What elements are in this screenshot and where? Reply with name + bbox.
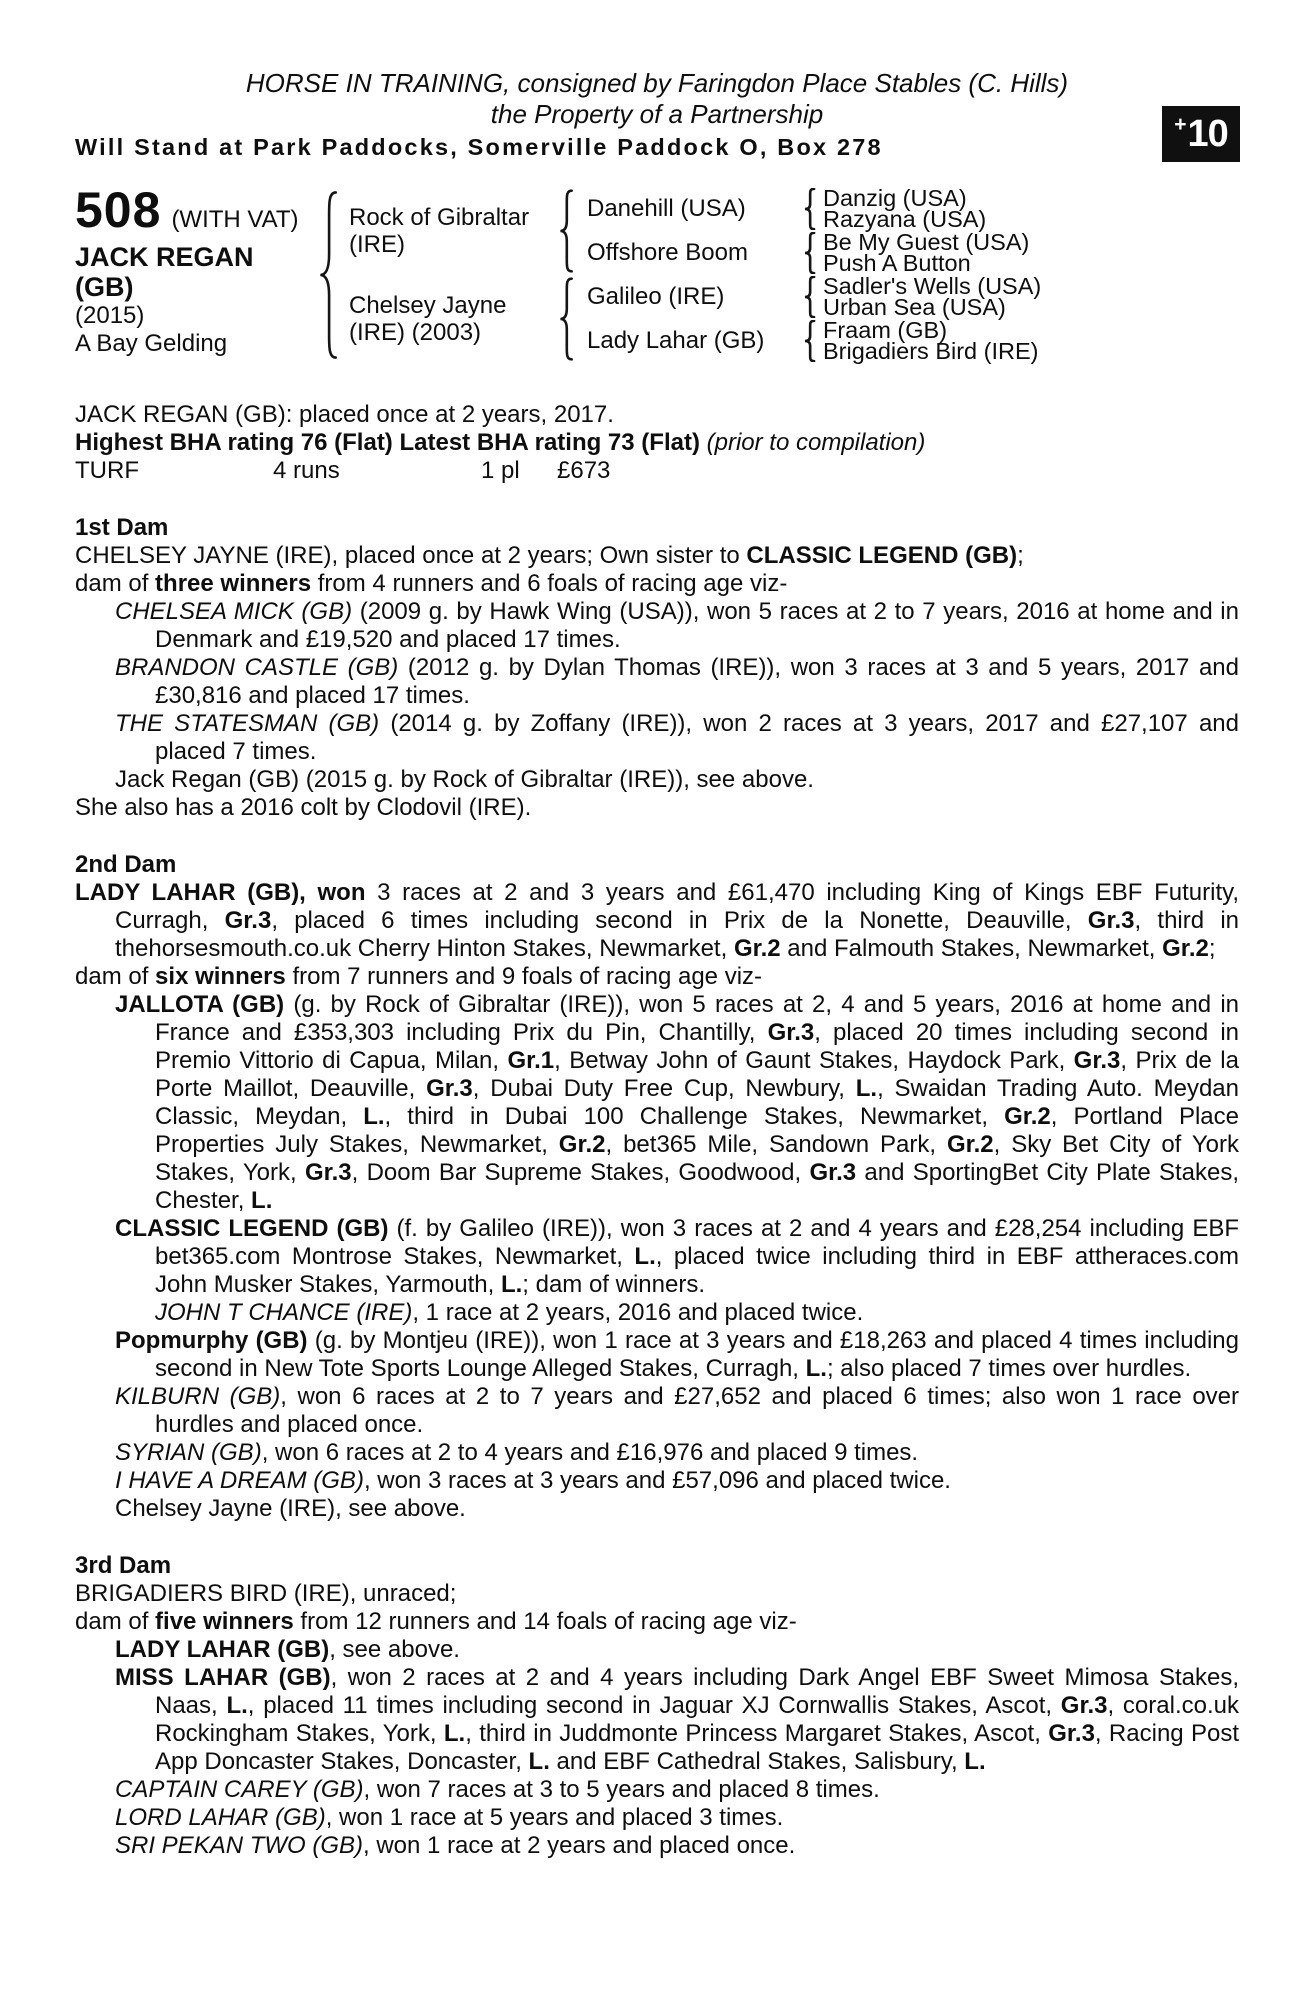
granddam-name: Offshore Boom bbox=[587, 239, 748, 266]
great-grandparent-pair bbox=[803, 184, 1239, 232]
granddam-name: Lady Lahar (GB) bbox=[587, 327, 765, 354]
great-grandparent-name: Danzig (USA) bbox=[823, 184, 967, 211]
sire-name: Rock of Gibraltar (IRE) bbox=[349, 204, 530, 258]
runs-value: 4 runs bbox=[273, 457, 340, 484]
great-grandparent-name: Fraam (GB) bbox=[823, 316, 948, 343]
great-grandparent-pair bbox=[803, 316, 1239, 364]
brace-icon bbox=[803, 232, 816, 274]
progeny-entry: LORD LAHAR (GB), won 1 race at 5 years and placed 3 times. bbox=[115, 1804, 784, 1831]
grandsire-name: Galileo (IRE) bbox=[587, 283, 725, 310]
progeny-entry: CHELSEA MICK (GB) (2009 g. by Hawk Wing (USA)), won 5 races at 2 to 7 years, 2016 at home and in Denmark and £19,520 and placed 17 times. bbox=[115, 598, 1239, 653]
dam-summary: CHELSEY JAYNE (IRE), placed once at 2 years; Own sister to CLASSIC LEGEND (GB); bbox=[75, 542, 1024, 569]
progeny-entry: Popmurphy (GB) (g. by Montjeu (IRE)), won 1 race at 3 years and £18,263 and placed 4 times including second in New Tote Sports Lounge Alleged Stakes, Curragh, L.; also placed 7 times over hurdles. bbox=[115, 1327, 1239, 1382]
horse-description: A Bay Gelding bbox=[75, 330, 228, 357]
consignor-line: HORSE IN TRAINING, consigned by Faringdon Place Stables (C. Hills) bbox=[245, 68, 1069, 98]
great-grandparent-name: Brigadiers Bird (IRE) bbox=[823, 338, 1039, 364]
first-dam-section bbox=[75, 514, 1239, 822]
property-line: the Property of a Partnership bbox=[490, 99, 824, 129]
brace-icon bbox=[558, 277, 574, 361]
vat-label: (WITH VAT) bbox=[171, 206, 299, 233]
rating-note: (prior to compilation) bbox=[706, 429, 926, 456]
brace-icon bbox=[803, 188, 816, 230]
great-grandparent-name: Be My Guest (USA) bbox=[823, 228, 1030, 255]
dam-note: She also has a 2016 colt by Clodovil (IRE). bbox=[75, 794, 532, 821]
pedigree-tree bbox=[315, 184, 1239, 364]
second-dam-section bbox=[75, 851, 1239, 1523]
dam-summary: LADY LAHAR (GB), won 3 races at 2 and 3 years and £61,470 including King of Kings EBF Futurity, Curragh, Gr.3, placed 6 times including second in Prix de la Nonette, Deauville, Gr.3, third in thehorsesmouth.co.uk Cherry Hinton Stakes, Newmarket, Gr.2 and Falmouth Stakes, Newmarket, Gr.2; bbox=[75, 879, 1239, 962]
great-grandparent-name: Razyana (USA) bbox=[823, 206, 987, 232]
badge-number: 10 bbox=[1187, 113, 1228, 155]
great-grandparent-name: Push A Button bbox=[823, 250, 971, 276]
progeny-entry: JALLOTA (GB) (g. by Rock of Gibraltar (IRE)), won 5 races at 2, 4 and 5 years, 2016 at home and in France and £353,303 including Prix du Pin, Chantilly, Gr.3, placed 20 times including second in Premio Vittorio di Capua, Milan, Gr.1, Betway John of Gaunt Stakes, Haydock Park, Gr.3, Prix de la Porte Maillot, Deauville, Gr.3, Dubai Duty Free Cup, Newbury, L., Swaidan Trading Auto. Meydan Classic, Meydan, L., third in Dubai 100 Challenge Stakes, Newmarket, Gr.2, Portland Place Properties July Stakes, Newmarket, Gr.2, bet365 Mile, Sandown Park, Gr.2, Sky Bet City of York Stakes, York, Gr.3, Doom Bar Supreme Stakes, Goodwood, Gr.3 and SportingBet City Plate Stakes, Chester, L. bbox=[115, 991, 1240, 1214]
lot-details bbox=[75, 182, 315, 363]
section-heading: 3rd Dam bbox=[75, 1552, 172, 1579]
dam-summary: BRIGADIERS BIRD (IRE), unraced; bbox=[75, 1580, 457, 1607]
lot-line bbox=[75, 182, 315, 238]
great-grandparent-pair bbox=[803, 228, 1239, 276]
race-record bbox=[75, 401, 1239, 485]
progeny-entry: BRANDON CASTLE (GB) (2012 g. by Dylan Thomas (IRE)), won 3 races at 3 and 5 years, 2017 and £30,816 and placed 17 times. bbox=[115, 654, 1239, 709]
horse-name: JACK REGAN (GB) bbox=[75, 242, 254, 302]
pedigree-block bbox=[75, 182, 1239, 364]
dam-produce-summary: dam of three winners from 4 runners and 6 foals of racing age viz- bbox=[75, 570, 788, 597]
great-grandparent-name: Sadler's Wells (USA) bbox=[823, 272, 1042, 299]
foal-year: (2015) bbox=[75, 302, 145, 329]
dam-name: Chelsey Jayne (IRE) (2003) bbox=[349, 292, 507, 346]
progeny-entry: KILBURN (GB), won 6 races at 2 to 7 years and £27,652 and placed 6 times; also won 1 race over hurdles and placed once. bbox=[115, 1383, 1240, 1438]
dam-produce-summary: dam of six winners from 7 runners and 9 foals of racing age viz- bbox=[75, 963, 763, 990]
earnings-value: £673 bbox=[557, 457, 611, 484]
lot-number: 508 bbox=[75, 182, 162, 238]
race-summary: JACK REGAN (GB): placed once at 2 years, 2017. bbox=[75, 401, 614, 428]
brace-icon bbox=[558, 189, 574, 273]
progeny-entry: SYRIAN (GB), won 6 races at 2 to 4 years and £16,976 and placed 9 times. bbox=[115, 1439, 919, 1466]
progeny-entry: Jack Regan (GB) (2015 g. by Rock of Gibraltar (IRE)), see above. bbox=[115, 766, 814, 793]
brace-icon bbox=[317, 189, 339, 361]
progeny-entry: LADY LAHAR (GB), see above. bbox=[115, 1636, 460, 1663]
bha-rating-line bbox=[75, 429, 1239, 457]
brace-icon bbox=[803, 320, 816, 362]
placed-value: 1 pl bbox=[481, 457, 520, 484]
progeny-sub-entry: JOHN T CHANCE (IRE), 1 race at 2 years, 2016 and placed twice. bbox=[155, 1299, 864, 1326]
dam-produce-summary: dam of five winners from 12 runners and 14 foals of racing age viz- bbox=[75, 1608, 797, 1635]
progeny-entry: Chelsey Jayne (IRE), see above. bbox=[115, 1495, 466, 1522]
progeny-entry: THE STATESMAN (GB) (2014 g. by Zoffany (IRE)), won 2 races at 3 years, 2017 and £27,107 and placed 7 times. bbox=[115, 710, 1239, 765]
great-grandparent-name: Urban Sea (USA) bbox=[823, 294, 1006, 320]
progeny-entry: SRI PEKAN TWO (GB), won 1 race at 2 years and placed once. bbox=[115, 1832, 796, 1859]
progeny-entry: MISS LAHAR (GB), won 2 races at 2 and 4 years including Dark Angel EBF Sweet Mimosa Stakes, Naas, L., placed 11 times including second in Jaguar XJ Cornwallis Stakes, Ascot, Gr.3, coral.co.uk Rockingham Stakes, York, L., third in Juddmonte Princess Margaret Stakes, Ascot, Gr.3, Racing Post App Doncaster Stakes, Doncaster, L. and EBF Cathedral Stakes, Salisbury, L. bbox=[115, 1664, 1240, 1775]
third-dam-section bbox=[75, 1552, 1239, 1860]
stand-location-line: Will Stand at Park Paddocks, Somerville Paddock O, Box 278 bbox=[75, 134, 883, 160]
surface-label: TURF bbox=[75, 457, 139, 484]
brace-icon bbox=[803, 276, 816, 318]
section-heading: 1st Dam bbox=[75, 514, 169, 541]
great-grandparent-pair bbox=[803, 272, 1239, 320]
progeny-entry: CAPTAIN CAREY (GB), won 7 races at 3 to 5 years and placed 8 times. bbox=[115, 1776, 880, 1803]
page-header bbox=[75, 68, 1239, 161]
progeny-entry: I HAVE A DREAM (GB), won 3 races at 3 years and £57,096 and placed twice. bbox=[115, 1467, 951, 1494]
grandsire-name: Danehill (USA) bbox=[587, 195, 746, 222]
bha-rating: Highest BHA rating 76 (Flat) Latest BHA rating 73 (Flat) bbox=[75, 429, 700, 456]
race-stats-row bbox=[75, 457, 1239, 485]
plus10-badge bbox=[1162, 106, 1240, 162]
section-heading: 2nd Dam bbox=[75, 851, 177, 878]
progeny-entry: CLASSIC LEGEND (GB) (f. by Galileo (IRE)), won 3 races at 2 and 4 years and £28,254 including EBF bet365.com Montrose Stakes, Newmarket, L., placed twice including third in EBF attheraces.com John Musker Stakes, Yarmouth, L.; dam of winners. bbox=[115, 1215, 1239, 1298]
plus-icon: + bbox=[1174, 113, 1187, 136]
